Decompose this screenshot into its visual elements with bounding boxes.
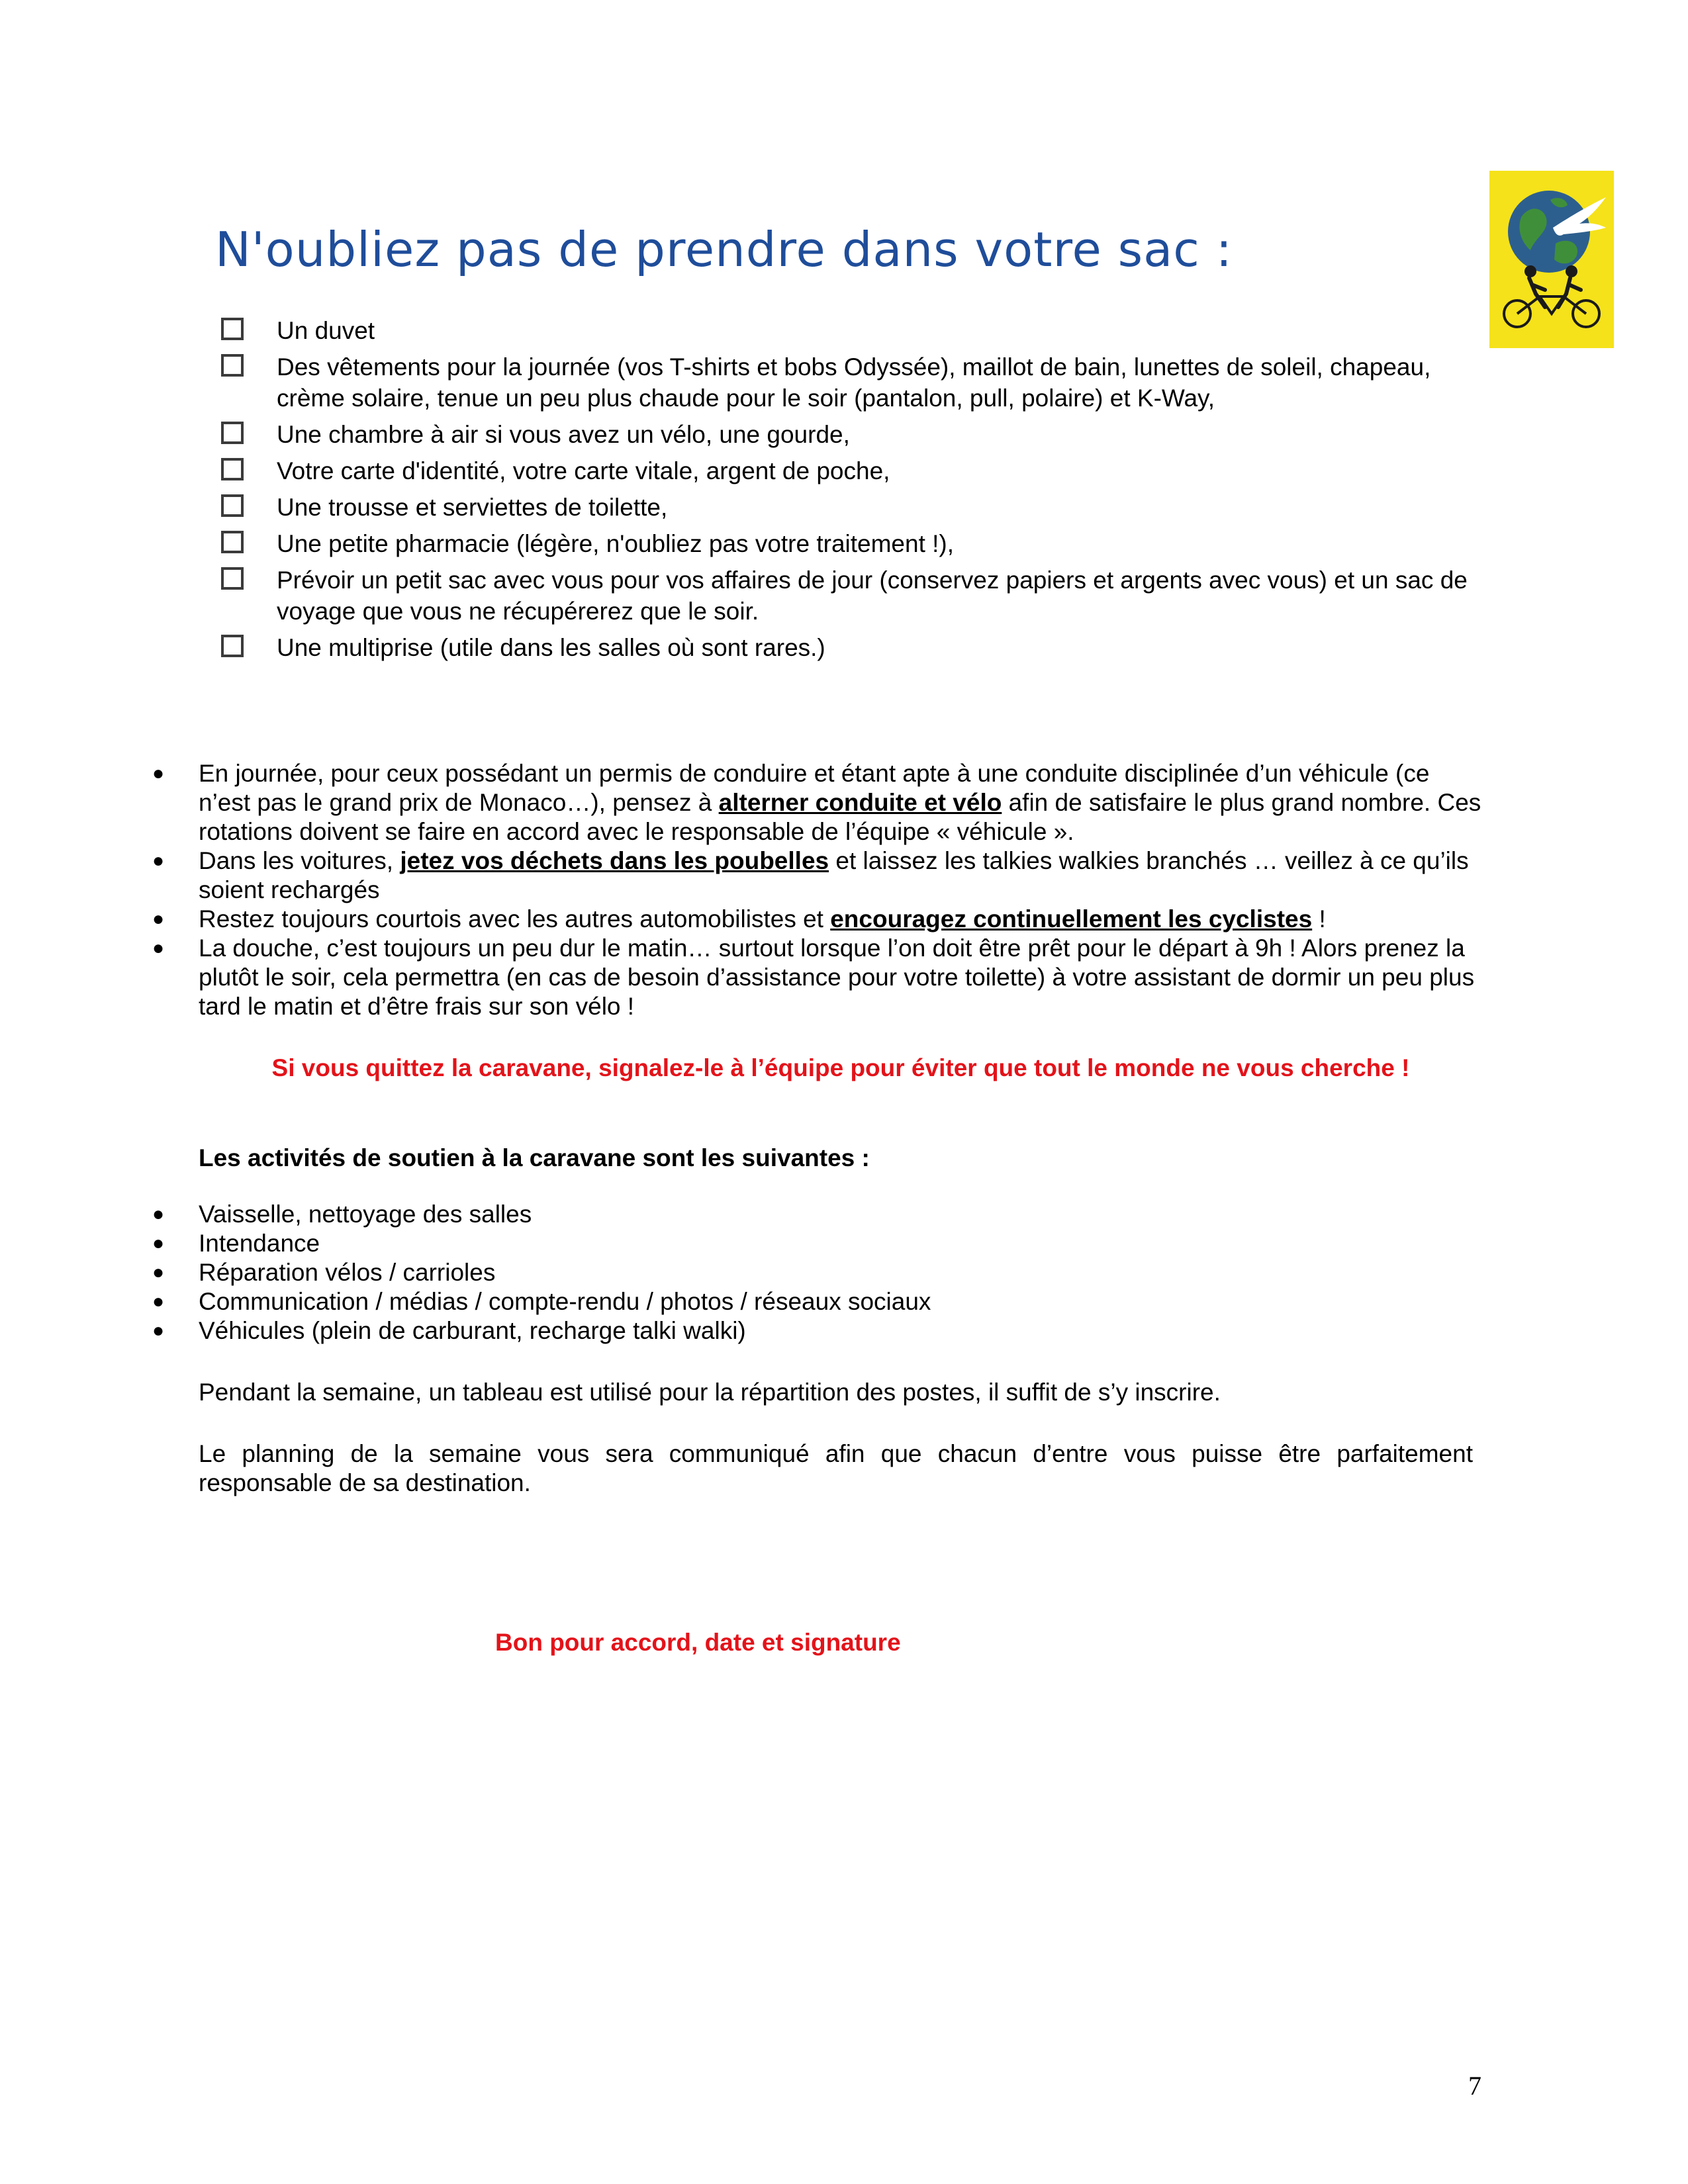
advice-text: afin de satisfaire le plus grand nombre. Ces rotations doivent se faire en accord avec le responsable de l’équipe « véhicule ». — [199, 789, 1481, 845]
checklist-item-label: Une petite pharmacie (légère, n'oubliez pas votre traitement !), — [277, 530, 955, 557]
page-title: N'oubliez pas de prendre dans votre sac : — [215, 222, 1233, 277]
globe-dove-tandem-icon — [1489, 171, 1614, 348]
checkbox[interactable] — [221, 318, 244, 340]
packing-checklist — [221, 315, 1479, 668]
activity-item — [152, 1229, 1483, 1258]
advice-item — [152, 934, 1483, 1021]
advice-item — [152, 846, 1483, 905]
checklist-item — [221, 632, 1479, 663]
bullet-icon: ● — [152, 908, 165, 930]
activity-item — [152, 1258, 1483, 1287]
activity-label: Vaisselle, nettoyage des salles — [199, 1201, 532, 1228]
checklist-item — [221, 565, 1479, 627]
signature-label: Bon pour accord, date et signature — [495, 1629, 901, 1656]
bullet-icon: ● — [152, 1291, 165, 1312]
checklist-item-label: Prévoir un petit sac avec vous pour vos affaires de jour (conservez papiers et argents avec vous) et un sac de voyage que vous ne récupérerez que le soir. — [277, 567, 1468, 625]
advice-list — [152, 759, 1483, 1021]
activity-label: Intendance — [199, 1230, 320, 1257]
bullet-icon: ● — [152, 1261, 165, 1283]
checkbox[interactable] — [221, 494, 244, 517]
advice-emphasis: jetez vos déchets dans les poubelles — [400, 847, 829, 874]
page-number: 7 — [1468, 2071, 1481, 2101]
checklist-item — [221, 315, 1479, 346]
activities-list — [152, 1200, 1483, 1345]
advice-text: En journée, pour ceux possédant un permis de conduire et étant apte à une conduite disciplinée d’un véhicule (ce n’est pas le grand prix de Monaco…), pensez à — [199, 760, 1430, 816]
checkbox[interactable] — [221, 354, 244, 377]
activity-item — [152, 1316, 1483, 1345]
activity-item — [152, 1287, 1483, 1316]
schedule-board-paragraph: Pendant la semaine, un tableau est utilisé pour la répartition des postes, il suffit de s’y inscrire. — [199, 1379, 1221, 1406]
advice-emphasis: alterner conduite et vélo — [718, 789, 1002, 816]
planning-paragraph: Le planning de la semaine vous sera communiqué afin que chacun d’entre vous puisse être parfaitement responsable de sa destination. — [199, 1440, 1473, 1496]
checklist-item-label: Une multiprise (utile dans les salles où sont rares.) — [277, 634, 825, 661]
advice-item — [152, 759, 1483, 846]
checkbox[interactable] — [221, 567, 244, 590]
bullet-icon: ● — [152, 762, 165, 784]
activity-label: Véhicules (plein de carburant, recharge talki walki) — [199, 1317, 746, 1344]
advice-emphasis: encouragez continuellement les cyclistes — [830, 905, 1313, 933]
bullet-icon: ● — [152, 1203, 165, 1225]
checklist-item-label: Votre carte d'identité, votre carte vitale, argent de poche, — [277, 457, 890, 484]
checklist-item-label: Une chambre à air si vous avez un vélo, une gourde, — [277, 421, 850, 448]
checklist-item — [221, 419, 1479, 450]
advice-text: La douche, c’est toujours un peu dur le matin… surtout lorsque l’on doit être prêt pour le départ à 9h ! Alors prenez la plutôt le soir, cela permettra (en cas de besoin d’assistance pour votre toilette) à votre assistant de dormir un peu plus tard le matin et d’être frais sur son vélo ! — [199, 934, 1475, 1020]
bullet-icon: ● — [152, 1232, 165, 1254]
caravan-warning: Si vous quittez la caravane, signalez-le à l’équipe pour éviter que tout le monde ne vous cherche ! — [271, 1054, 1410, 1081]
checklist-item-label: Des vêtements pour la journée (vos T-shirts et bobs Odyssée), maillot de bain, lunettes de soleil, chapeau, crème solaire, tenue un peu plus chaude pour le soir (pantalon, pull, polaire) et K-Way, — [277, 353, 1431, 412]
checklist-item — [221, 455, 1479, 486]
activity-label: Réparation vélos / carrioles — [199, 1259, 496, 1286]
checklist-item — [221, 528, 1479, 559]
checklist-item — [221, 492, 1479, 523]
checkbox[interactable] — [221, 458, 244, 480]
checklist-item — [221, 351, 1479, 414]
activity-label: Communication / médias / compte-rendu / photos / réseaux sociaux — [199, 1288, 931, 1315]
advice-text: Dans les voitures, — [199, 847, 400, 874]
checkbox[interactable] — [221, 635, 244, 657]
advice-text: ! — [1312, 905, 1326, 933]
bullet-icon: ● — [152, 850, 165, 872]
odyssee-logo — [1489, 171, 1614, 348]
checkbox[interactable] — [221, 422, 244, 444]
checklist-item-label: Un duvet — [277, 317, 375, 344]
checklist-item-label: Une trousse et serviettes de toilette, — [277, 494, 668, 521]
activity-item — [152, 1200, 1483, 1229]
advice-text: Restez toujours courtois avec les autres automobilistes et — [199, 905, 831, 933]
checkbox[interactable] — [221, 531, 244, 553]
bullet-icon: ● — [152, 937, 165, 959]
activities-heading: Les activités de soutien à la caravane sont les suivantes : — [199, 1144, 870, 1171]
advice-text: et laissez les talkies walkies branchés … veillez à ce qu’ils soient rechargés — [199, 847, 1469, 903]
advice-item — [152, 905, 1483, 934]
bullet-icon: ● — [152, 1320, 165, 1342]
